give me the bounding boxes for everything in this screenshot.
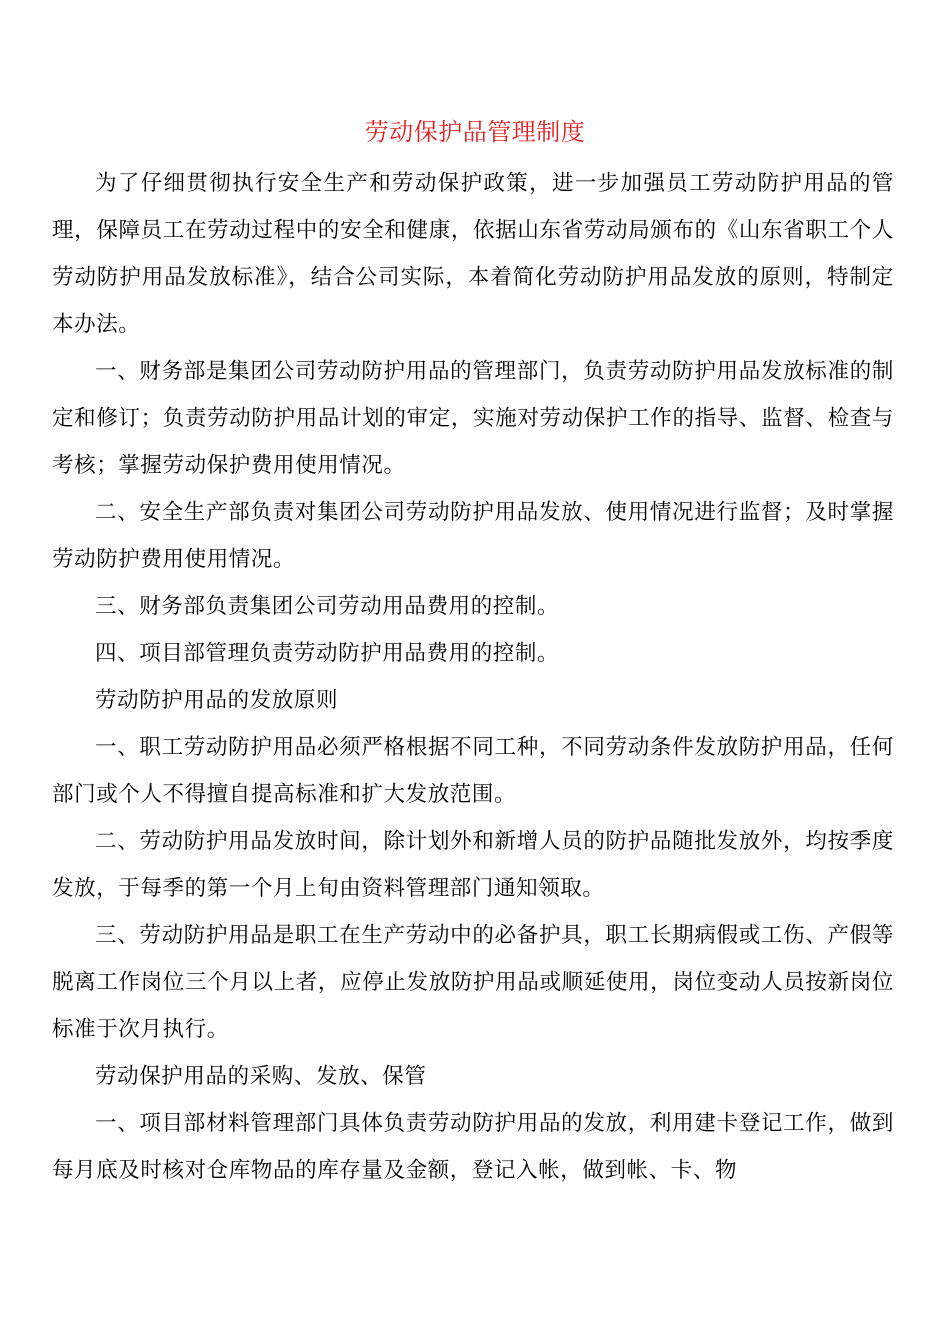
paragraph-procurement-1: 一、项目部材料管理部门具体负责劳动防护用品的发放，利用建卡登记工作，做到每月底及时核对仓库物品的库存量及金额，登记入帐，做到帐、卡、物 xyxy=(52,1111,894,1183)
section-heading-distribution-principles: 劳动防护用品的发放原则 xyxy=(95,688,339,713)
paragraph-principle-3: 三、劳动防护用品是职工在生产劳动中的必备护具，职工长期病假或工伤、产假等脱离工作岗位三个月以上者，应停止发放防护用品或顺延使用，岗位变动人员按新岗位标准于次月执行。 xyxy=(52,923,894,1042)
paragraph-item-finance-cost: 三、财务部负责集团公司劳动用品费用的控制。 xyxy=(95,594,560,619)
document-body xyxy=(52,160,894,1194)
paragraph-principle-2: 二、劳动防护用品发放时间，除计划外和新增人员的防护品随批发放外，均按季度发放，于每季的第一个月上旬由资料管理部门通知领取。 xyxy=(52,829,894,901)
paragraph-principle-1: 一、职工劳动防护用品必须严格根据不同工种，不同劳动条件发放防护用品，任何部门或个人不得擅自提高标准和扩大发放范围。 xyxy=(52,735,894,807)
paragraph-item-finance-dept: 一、财务部是集团公司劳动防护用品的管理部门，负责劳动防护用品发放标准的制定和修订；负责劳动防护用品计划的审定，实施对劳动保护工作的指导、监督、检查与考核；掌握劳动保护费用使用情况。 xyxy=(52,359,894,478)
paragraph-intro: 为了仔细贯彻执行安全生产和劳动保护政策，进一步加强员工劳动防护用品的管理，保障员工在劳动过程中的安全和健康，依据山东省劳动局颁布的《山东省职工个人劳动防护用品发放标准》，结合公司实际，本着简化劳动防护用品发放的原则，特制定本办法。 xyxy=(52,171,894,337)
document-title: 劳动保护品管理制度 xyxy=(364,118,586,146)
section-heading-procurement: 劳动保护用品的采购、发放、保管 xyxy=(95,1064,427,1089)
paragraph-item-project-cost: 四、项目部管理负责劳动防护用品费用的控制。 xyxy=(95,641,560,666)
paragraph-item-safety-dept: 二、安全生产部负责对集团公司劳动防护用品发放、使用情况进行监督；及时掌握劳动防护费用使用情况。 xyxy=(52,500,894,572)
